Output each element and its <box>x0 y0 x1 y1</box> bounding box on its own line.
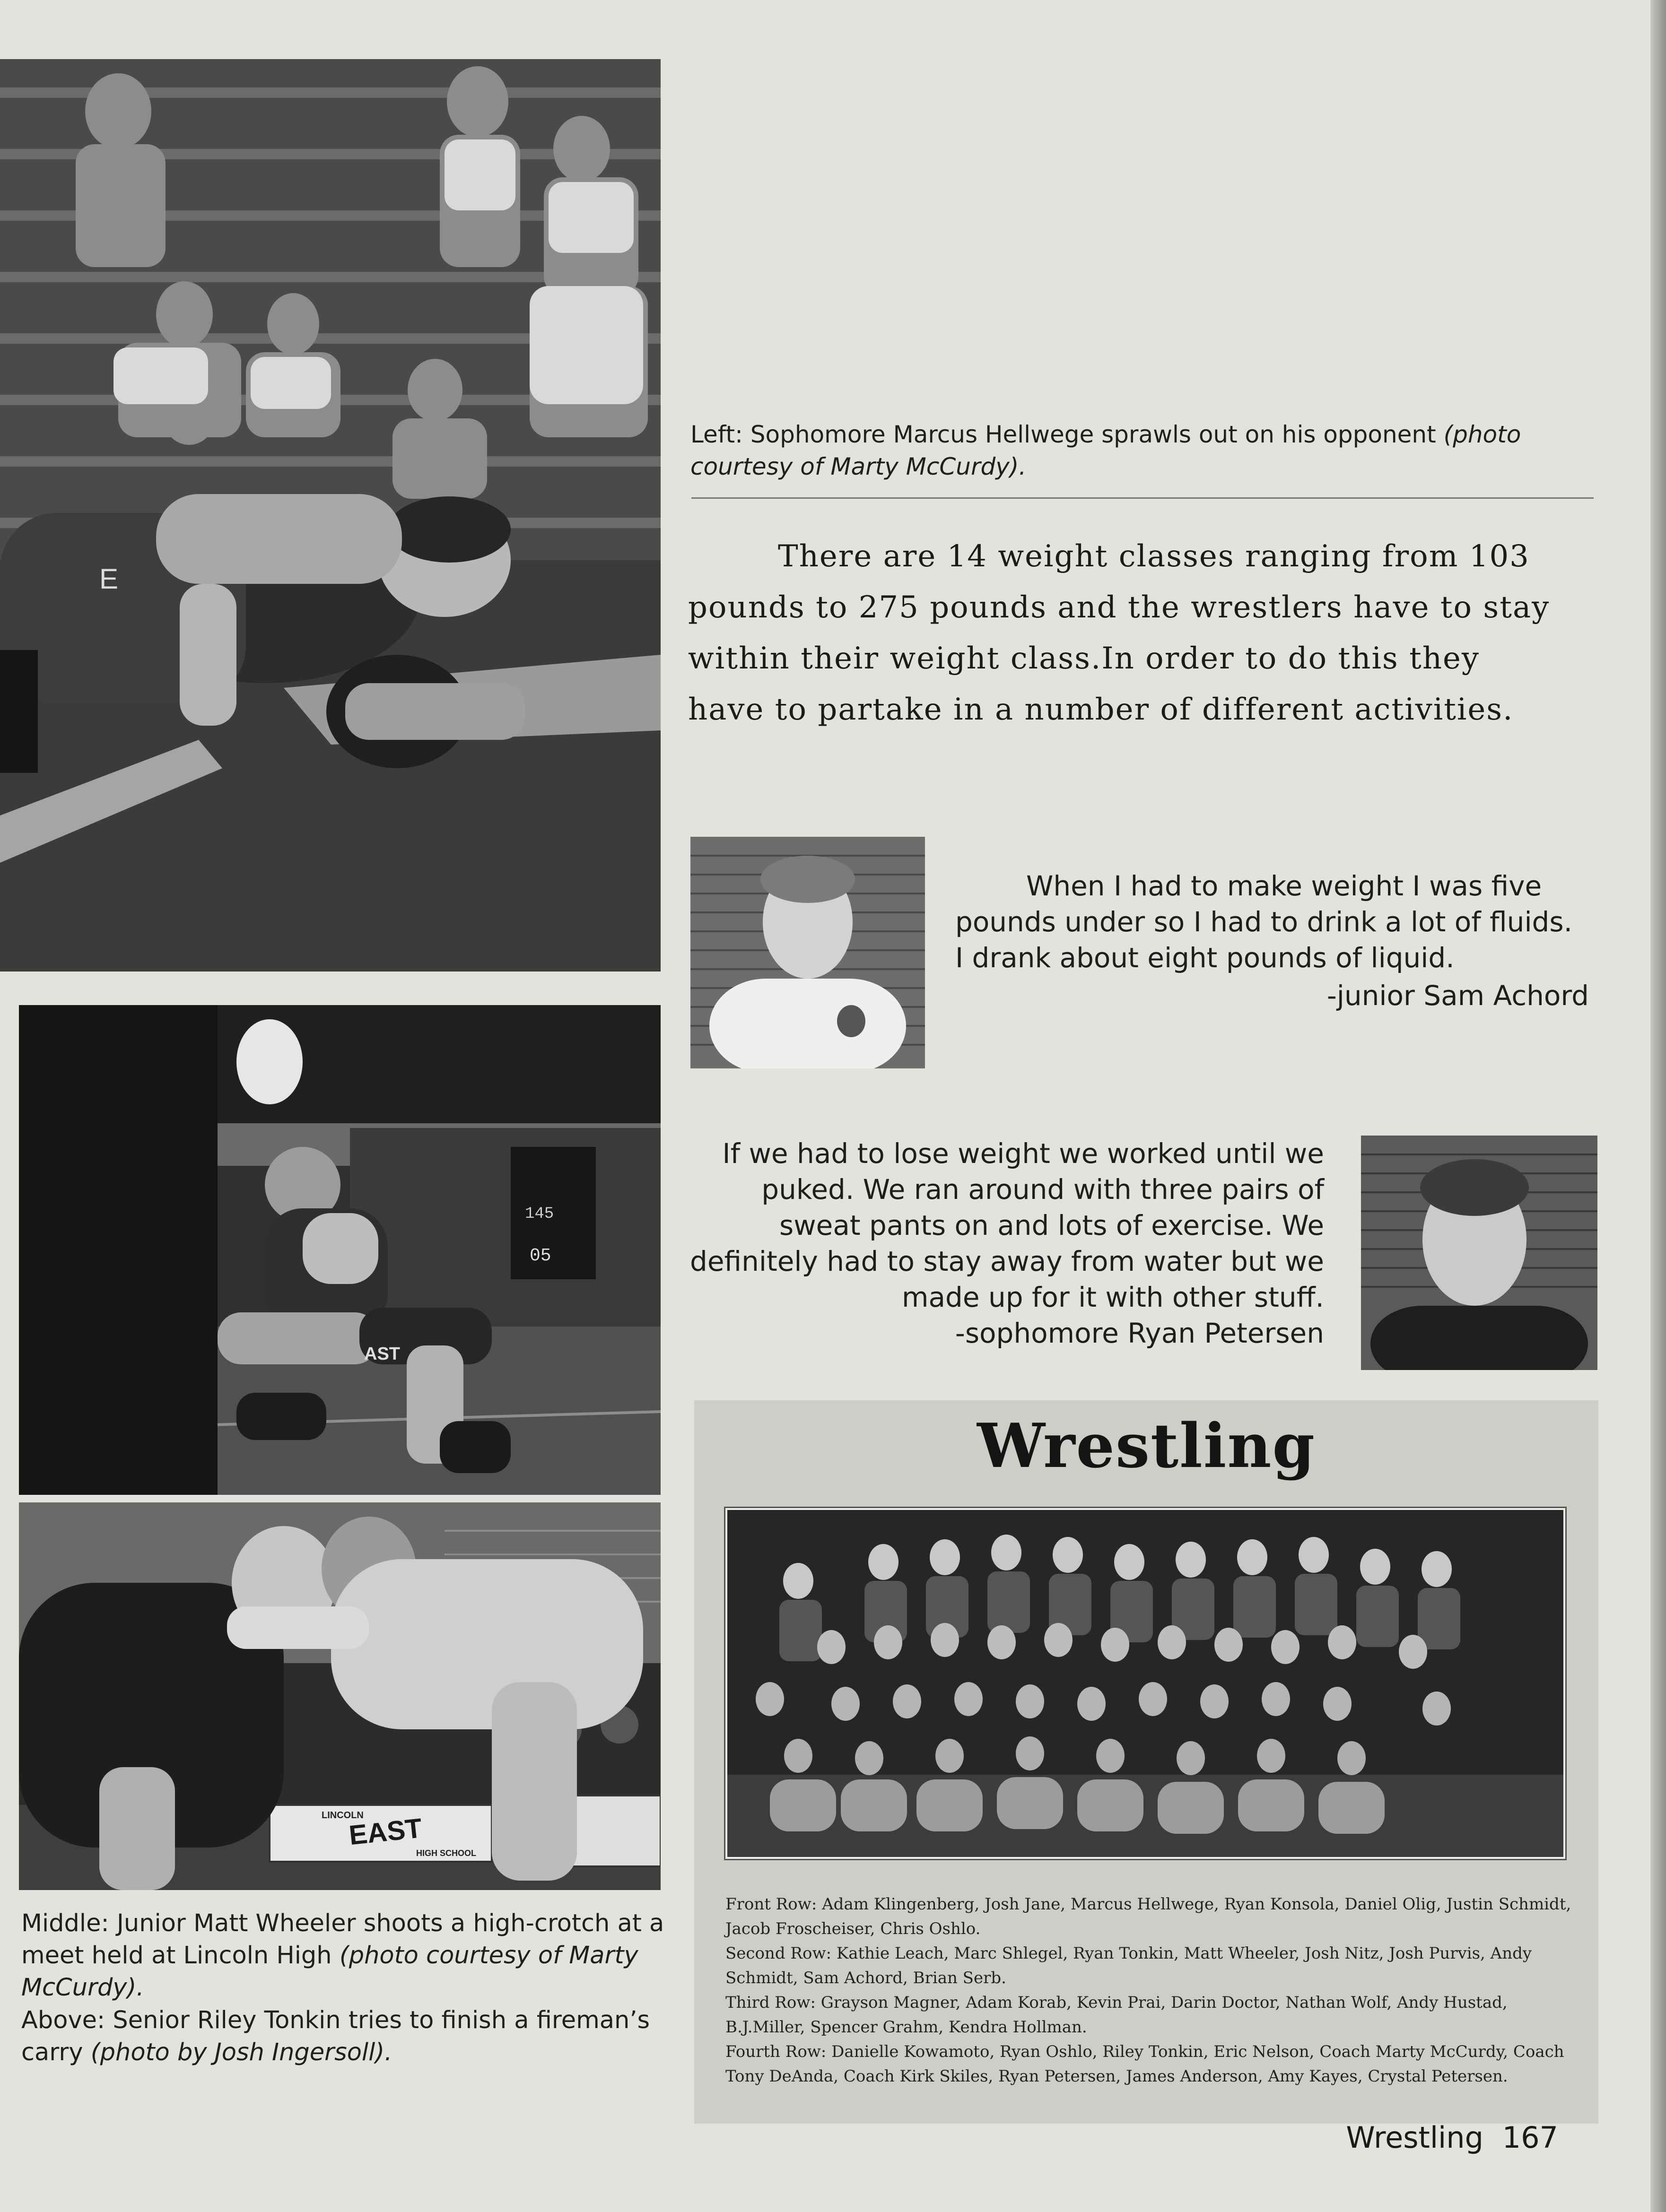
quote-sam-achord-text: When I had to make weight I was five pounds under so I had to drink a lot of fluids. I drank about eight pounds of liquid. <box>955 870 1573 974</box>
page-folio <box>1346 2120 1558 2155</box>
banner-main-text: EAST <box>347 1813 424 1851</box>
folio-section: Wrestling <box>1346 2120 1483 2155</box>
photo-high-crotch <box>19 1005 661 1495</box>
roster-third-row-label: Third Row: <box>725 1993 816 2012</box>
photo-sprawl <box>0 59 661 972</box>
scoreboard-weight: 145 <box>525 1205 554 1223</box>
roster-front-row-label: Front Row: <box>725 1895 817 1914</box>
roster-front-row-names: Adam Klingenberg, Josh Jane, Marcus Hellwege, Ryan Konsola, Daniel Olig, Justin Schmidt, Jacob Froscheiser, Chris Oshlo. <box>725 1895 1571 1938</box>
roster-third-row <box>725 1990 1572 2039</box>
caption-high-crotch-credit: (photo courtesy of Marty McCurdy). <box>21 1942 638 2002</box>
roster-front-row <box>725 1892 1572 1941</box>
portrait-sam-achord <box>690 837 925 1068</box>
photo-firemans-carry-image <box>19 1502 661 1890</box>
team-roster <box>725 1892 1572 2089</box>
caption-firemans-carry <box>21 2004 664 2069</box>
folio-page-number: 167 <box>1502 2120 1558 2155</box>
quote-ryan-petersen-attribution: -sophomore Ryan Petersen <box>955 1317 1324 1349</box>
quote-sam-achord <box>955 868 1589 1014</box>
caption-firemans-carry-lead: Above: Senior Riley Tonkin tries to finish a fireman’s carry <box>21 2006 650 2066</box>
team-title: Wrestling <box>977 1411 1316 1482</box>
scoreboard-time: 05 <box>530 1246 551 1266</box>
intro-paragraph: There are 14 weight classes ranging from 103 pounds to 275 pounds and the wrestlers have to stay within their weight class.In order to do this they have to partake in a number of different activities. <box>688 539 1550 727</box>
roster-fourth-row-names: Danielle Kowamoto, Ryan Oshlo, Riley Tonkin, Eric Nelson, Coach Marty McCurdy, Coach Tony DeAnda, Coach Kirk Skiles, Ryan Petersen, James Anderson, Amy Kayes, Crystal Petersen. <box>725 2042 1564 2086</box>
caption-firemans-carry-credit: (photo by Josh Ingersoll). <box>90 2039 393 2066</box>
portrait-ryan-petersen <box>1361 1136 1597 1370</box>
roster-second-row-names: Kathie Leach, Marc Shlegel, Ryan Tonkin, Matt Wheeler, Josh Nitz, Josh Purvis, Andy Schmidt, Sam Achord, Brian Serb. <box>725 1944 1532 1987</box>
photo-high-crotch-image <box>19 1005 661 1495</box>
photo-sprawl-image <box>0 59 661 972</box>
singlet-text-middle: AST <box>364 1344 400 1364</box>
banner-sub-text: HIGH SCHOOL <box>416 1848 477 1858</box>
roster-second-row <box>725 1941 1572 1990</box>
page-binding-edge <box>1650 0 1666 2212</box>
roster-second-row-label: Second Row: <box>725 1944 832 1963</box>
team-photo <box>725 1508 1565 1859</box>
roster-third-row-names: Grayson Magner, Adam Korab, Kevin Prai, Darin Doctor, Nathan Wolf, Andy Hustad, B.J.Miller, Spencer Grahm, Kendra Hollman. <box>725 1993 1508 2037</box>
banner-top-text: LINCOLN <box>322 1810 364 1821</box>
caption-divider <box>691 497 1594 499</box>
singlet-letter-left: E <box>99 563 119 595</box>
photo-firemans-carry <box>19 1502 661 1890</box>
roster-fourth-row-label: Fourth Row: <box>725 2042 827 2061</box>
caption-high-crotch <box>21 1908 664 2004</box>
caption-sprawl <box>690 418 1589 483</box>
quote-ryan-petersen-text: If we had to lose weight we worked until we puked. We ran around with three pairs of sweat pants on and lots of exercise. We definitely had to stay away from water but we made up for it with other stuff. <box>690 1137 1324 1313</box>
roster-fourth-row <box>725 2039 1572 2089</box>
caption-sprawl-credit: (photo courtesy of Marty McCurdy). <box>690 421 1521 480</box>
caption-high-crotch-lead: Middle: Junior Matt Wheeler shoots a high-crotch at a meet held at Lincoln High <box>21 1909 664 1969</box>
quote-sam-achord-attribution: -junior Sam Achord <box>1326 980 1589 1012</box>
quote-ryan-petersen <box>686 1136 1324 1351</box>
caption-sprawl-lead: Left: Sophomore Marcus Hellwege sprawls out on his opponent <box>690 421 1436 448</box>
team-section <box>694 1400 1598 2124</box>
portrait-sam-achord-image <box>690 837 925 1068</box>
portrait-ryan-petersen-image <box>1361 1136 1597 1370</box>
team-photo-image <box>727 1510 1563 1857</box>
